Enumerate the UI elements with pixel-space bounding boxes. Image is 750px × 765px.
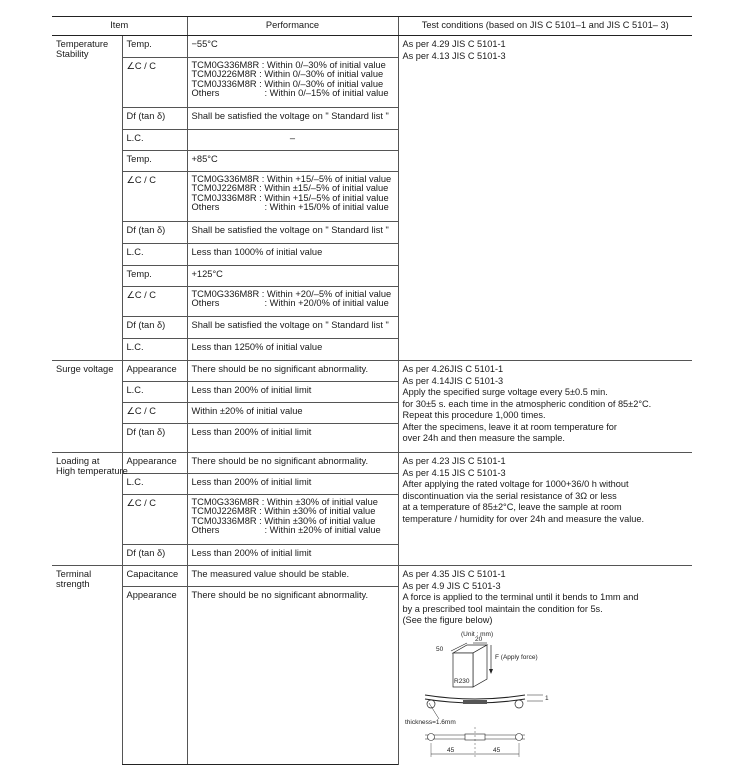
test-line: As per 4.15 JIS C 5101-3 (402, 467, 506, 478)
test-conditions-terminal (398, 566, 692, 765)
performance-cell: The measured value should be stable. (187, 566, 398, 587)
test-line: As per 4.13 JIS C 5101-3 (402, 50, 506, 61)
item-label: Terminal (56, 569, 92, 579)
performance-cell: Shall be satisfied the voltage on " Standard list " (187, 317, 398, 339)
sub-item: ∠C / C (122, 58, 187, 108)
performance-line: TCM0J226M8R : Within ±15/–5% of initial value (191, 183, 389, 194)
performance-cell: There should be no significant abnormality. (187, 361, 398, 382)
performance-line: Others (191, 202, 220, 213)
performance-cell (187, 172, 398, 222)
sub-item: Temp. (122, 266, 187, 287)
performance-line: TCM0J336M8R : Within +15/–5% of initial value (191, 192, 389, 203)
test-line: Apply the specified surge voltage every 5±0.5 min. (402, 387, 608, 397)
sub-item: ∠C / C (122, 172, 187, 222)
performance-cell: There should be no significant abnormality. (187, 587, 398, 765)
support-right (515, 700, 523, 708)
performance-cell: +125°C (187, 266, 398, 287)
header-performance: Performance (187, 17, 398, 36)
table-row (52, 36, 692, 58)
radius-label: R230 (453, 677, 470, 685)
dim-45a-label: 45 (446, 746, 454, 754)
header-test-conditions: Test conditions (based on JIS C 5101–1 and JIS C 5101– 3) (398, 17, 692, 36)
performance-line: TCM0J336M8R : Within 0/–30% of initial value (191, 78, 384, 89)
dim-50-label: 50 (435, 645, 443, 653)
sub-item: L.C. (122, 244, 187, 266)
dim-45b-label: 45 (492, 746, 500, 754)
sub-item: L.C. (122, 382, 187, 403)
performance-line: TCM0G336M8R : Within 0/–30% of initial value (191, 60, 386, 70)
test-line: After applying the rated voltage for 1000+36/0 h without (402, 479, 629, 489)
performance-cell: +85°C (187, 151, 398, 172)
performance-cell: Less than 200% of initial limit (187, 424, 398, 453)
test-conditions-temperature (398, 36, 692, 361)
performance-line: TCM0G336M8R : Within ±30% of initial value (191, 497, 378, 507)
sub-item: Temp. (122, 36, 187, 58)
sub-item: Df (tan δ) (122, 222, 187, 244)
sub-item: L.C. (122, 130, 187, 151)
item-label: High temperature (56, 466, 128, 477)
performance-line: : Within ±20% of initial value (264, 525, 381, 536)
test-line: over 24h and then measure the sample. (402, 433, 565, 443)
test-line: As per 4.35 JIS C 5101-1 (402, 569, 506, 579)
performance-cell: Less than 1250% of initial value (187, 339, 398, 361)
test-line: discontinuation via the serial resistance of 3Ω or less (402, 490, 617, 501)
test-line: As per 4.9 JIS C 5101-3 (402, 580, 501, 591)
sub-item: ∠C / C (122, 403, 187, 424)
plan-support-right (515, 733, 522, 740)
sub-item: ∠C / C (122, 495, 187, 545)
dim-20-label: 20 (474, 635, 482, 643)
performance-cell (187, 287, 398, 317)
test-line: by a prescribed tool maintain the condition for 5s. (402, 603, 603, 614)
sub-item: Appearance (122, 453, 187, 474)
deflection-label: 1 (544, 694, 549, 702)
sub-item: Temp. (122, 151, 187, 172)
test-conditions-surge (398, 361, 692, 453)
specification-table (52, 16, 692, 765)
performance-cell: Less than 200% of initial limit (187, 474, 398, 495)
sub-item: Df (tan δ) (122, 108, 187, 130)
test-line: (See the figure below) (402, 615, 493, 625)
test-line: A force is applied to the terminal until it bends to 1mm and (402, 592, 639, 602)
test-line: Repeat this procedure 1,000 times. (402, 410, 546, 420)
header-item: Item (52, 17, 187, 36)
performance-line: TCM0J336M8R : Within ±30% of initial value (191, 515, 376, 526)
performance-cell: Less than 200% of initial limit (187, 545, 398, 566)
performance-line: TCM0J226M8R : Within 0/–30% of initial value (191, 69, 384, 80)
test-line: As per 4.23 JIS C 5101-1 (402, 456, 506, 466)
sub-item: L.C. (122, 339, 187, 361)
test-line: temperature / humidity for over 24h and measure the value. (402, 513, 645, 524)
item-label: Temperature (56, 39, 109, 49)
performance-line: : Within 0/–15% of initial value (264, 88, 389, 99)
force-arrow-head (489, 669, 493, 674)
terminal-strength-figure (403, 629, 563, 761)
performance-line: Others (191, 525, 220, 536)
performance-line: : Within +15/0% of initial value (264, 202, 389, 213)
test-line: As per 4.29 JIS C 5101-1 (402, 39, 506, 49)
performance-cell (187, 58, 398, 108)
test-line: As per 4.26JIS C 5101-1 (402, 364, 504, 374)
test-conditions-loading (398, 453, 692, 566)
sub-item: Appearance (122, 587, 187, 765)
test-line: After the specimens, leave it at room temperature for (402, 421, 617, 432)
performance-line: Others (191, 298, 220, 309)
board-top (425, 695, 525, 699)
performance-line: TCM0J226M8R : Within ±30% of initial value (191, 506, 376, 517)
sub-item: Appearance (122, 361, 187, 382)
plan-support-left (427, 733, 434, 740)
sub-item: Df (tan δ) (122, 545, 187, 566)
performance-cell: – (187, 130, 398, 151)
performance-line: TCM0G336M8R : Within +20/–5% of initial value (191, 289, 392, 299)
table-row (52, 453, 692, 474)
sub-item: Capacitance (122, 566, 187, 587)
force-label: F (Apply force) (494, 653, 538, 661)
item-label: Stability (56, 49, 89, 60)
performance-cell: Less than 200% of initial limit (187, 382, 398, 403)
test-line: for 30±5 s. each time in the atmospheric condition of 85±2°C. (402, 398, 652, 409)
performance-cell: Shall be satisfied the voltage on " Standard list " (187, 222, 398, 244)
performance-line: TCM0G336M8R : Within +15/–5% of initial value (191, 174, 392, 184)
sub-item: ∠C / C (122, 287, 187, 317)
performance-cell: There should be no significant abnormality. (187, 453, 398, 474)
test-line: at a temperature of 85±2°C, leave the sample at room (402, 502, 622, 512)
item-surge-voltage: Surge voltage (52, 361, 122, 453)
thickness-label: thickness=1.6mm (404, 718, 456, 726)
item-label: strength (56, 579, 90, 590)
performance-line: Others (191, 88, 220, 99)
performance-cell: −55°C (187, 36, 398, 58)
item-terminal-strength (52, 566, 122, 765)
header-row (52, 17, 692, 36)
table-row (52, 361, 692, 382)
table-row (52, 566, 692, 587)
item-loading-high-temperature (52, 453, 128, 566)
sub-item: Df (tan δ) (122, 317, 187, 339)
performance-cell (187, 495, 398, 545)
figure-unit-label: (Unit : mm) (460, 630, 493, 638)
sub-item: L.C. (122, 474, 187, 495)
sub-item: Df (tan δ) (122, 424, 187, 453)
support-left (427, 700, 435, 708)
test-line: As per 4.14JIS C 5101-3 (402, 375, 504, 386)
capacitor-chip (463, 700, 487, 704)
performance-line: : Within +20/0% of initial value (264, 298, 389, 309)
performance-cell: Within ±20% of initial value (187, 403, 398, 424)
item-label: Loading at (56, 456, 100, 466)
item-temperature-stability (52, 36, 122, 361)
performance-cell: Shall be satisfied the voltage on " Standard list " (187, 108, 398, 130)
performance-cell: Less than 1000% of initial value (187, 244, 398, 266)
